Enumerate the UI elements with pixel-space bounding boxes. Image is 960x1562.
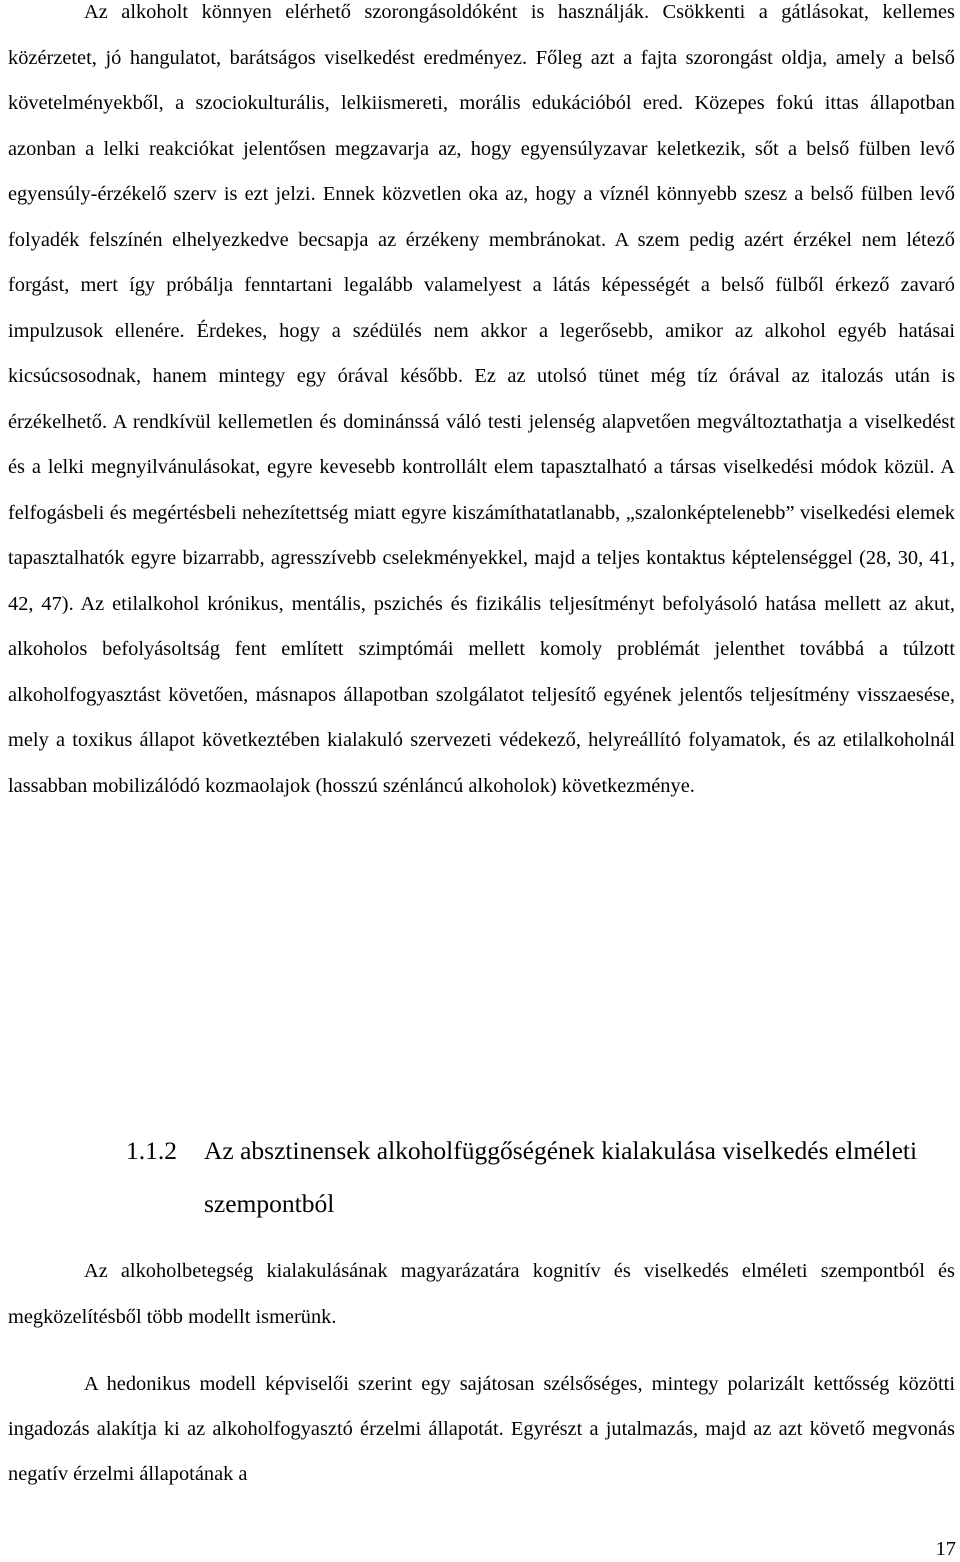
body-paragraph: A hedonikus modell képviselői szerint egy sajátosan szélsőséges, mintegy polarizált kettősség közötti ingadozás alakítja ki az alkoholfogyasztó érzelmi állapotát. Egyrészt a jutalmazás, majd az azt követő megvonás negatív érzelmi állapotának a xyxy=(8,1373,955,1485)
body-paragraph: Az alkoholbetegség kialakulásának magyarázatára kognitív és viselkedés elméleti szempontból és megközelítésből több modellt ismerünk. xyxy=(8,1260,955,1328)
section-number: 1.1.2 xyxy=(126,1136,177,1165)
body-paragraph: Az alkoholt könnyen elérhető szorongásoldóként is használják. Csökkenti a gátlásokat, kellemes közérzetet, jó hangulatot, barátságos viselkedést eredményez. Főleg azt a fajta szorongást oldja, amely a belső követelményekből, a szociokulturális, lelkiismereti, morális edukációból ered. Közepes fokú ittas állapotban azonban a lelki reakciókat jelentősen megzavarja az, hogy egyensúlyzavar keletkezik, sőt a belső fülben levő egyensúly-érzékelő szerv is ezt jelzi. Ennek közvetlen oka az, hogy a víznél könnyebb szesz a belső fülben levő folyadék felszínén elhelyezkedve becsapja az érzékeny membránokat. A szem pedig azért érzékel nem létező forgást, mert így próbálja fenntartani legalább valamelyest a látás képességét a belső fülből érkező zavaró impulzusok ellenére. Érdekes, hogy a szédülés nem akkor a legerősebb, amikor az alkohol egyéb hatásai kicsúcsosodnak, hanem mintegy egy órával később. Ez az utolsó tünet még tíz órával az italozás után is érzékelhető. A rendkívül kellemetlen és dominánssá váló testi jelenség alapvetően megváltoztathatja a viselkedést és a lelki megnyilvánulásokat, egyre kevesebb kontrollált elem tapasztalható a társas viselkedési módok közül. A felfogásbeli és megértésbeli nehezítettség miatt egyre kiszámíthatatlanabb, „szalonképtelenebb” viselkedési elemek tapasztalhatók egyre bizarrabb, agresszívebb cselekményekkel, majd a teljes kontaktus képtelenséggel (28, 30, 41, 42, 47). Az etilalkohol krónikus, mentális, pszichés és fizikális teljesítményt befolyásoló hatása mellett az akut, alkoholos befolyásoltság fent említett szimptómái mellett komoly problémát jelenthet továbbá a túlzott alkoholfogyasztást követően, másnapos állapotban szolgálatot teljesítő egyének jelentős teljesítmény visszaesése, mely a toxikus állapot következtében kialakuló szervezeti védekező, helyreállító folyamatok, és az etilalkoholnál lassabban mobilizálódó kozmaolajok (hosszú szénláncú alkoholok) következménye. xyxy=(8,1,955,797)
page-number: 17 xyxy=(935,1538,956,1560)
section-heading xyxy=(126,1124,960,1218)
section-title: Az absztinensek alkoholfüggőségének kialakulása viselkedés elméleti szempontból xyxy=(204,1136,918,1218)
